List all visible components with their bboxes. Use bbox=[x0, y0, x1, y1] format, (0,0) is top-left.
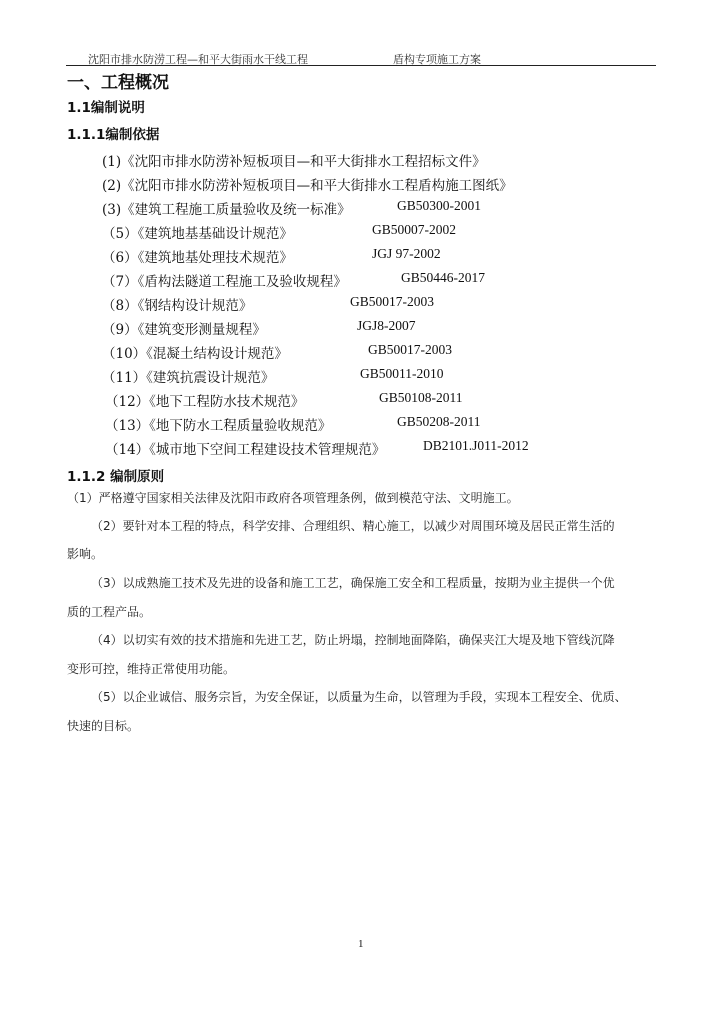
principle-paragraph bbox=[67, 683, 657, 711]
reference-code: GB50208-2011 bbox=[397, 414, 481, 429]
reference-label: （10）《混凝土结构设计规范》 bbox=[102, 346, 288, 362]
reference-label: （6）《建筑地基处理技术规范》 bbox=[102, 250, 293, 266]
principle-line: （1）严格遵守国家相关法律及沈阳市政府各项管理条例，做到模范守法、文明施工。 bbox=[67, 491, 519, 505]
reference-code: GB50007-2002 bbox=[372, 222, 456, 237]
principle-line: （2）要针对本工程的特点，科学安排、合理组织、精心施工，以减少对周围环境及居民正常生活的 bbox=[91, 519, 615, 533]
reference-label: （11）《建筑抗震设计规范》 bbox=[102, 370, 275, 386]
reference-code: DB2101.J011-2012 bbox=[423, 438, 529, 453]
reference-label: (3)《建筑工程施工质量验收及统一标准》 bbox=[102, 202, 351, 218]
subsection-title-1-1-2: 1.1.2 编制原则 bbox=[67, 469, 165, 485]
principle-line: 影响。 bbox=[67, 547, 104, 561]
reference-label: （12）《地下工程防水技术规范》 bbox=[105, 394, 305, 410]
principle-paragraph bbox=[67, 484, 657, 512]
reference-label: （14）《城市地下空间工程建设技术管理规范》 bbox=[105, 442, 386, 458]
reference-label: （7）《盾构法隧道工程施工及验收规程》 bbox=[102, 274, 347, 290]
reference-code: GB50300-2001 bbox=[397, 198, 481, 213]
principle-line: 变形可控，维持正常使用功能。 bbox=[67, 662, 236, 676]
reference-code: GB50011-2010 bbox=[360, 366, 444, 381]
principle-paragraph bbox=[67, 569, 657, 597]
reference-code: GB50017-2003 bbox=[350, 294, 434, 309]
section-title: 一、工程概况 bbox=[67, 73, 169, 93]
reference-label: （13）《地下防水工程质量验收规范》 bbox=[105, 418, 332, 434]
header-project-title: 沈阳市排水防涝工程—和平大街雨水干线工程 bbox=[88, 53, 308, 66]
reference-code: JGJ8-2007 bbox=[357, 318, 416, 333]
principle-line: 质的工程产品。 bbox=[67, 605, 152, 619]
subsection-title-1-1-1: 1.1.1编制依据 bbox=[67, 127, 160, 143]
principle-paragraph bbox=[67, 626, 657, 654]
principle-paragraph-continuation bbox=[67, 712, 657, 740]
principle-paragraph-continuation bbox=[67, 598, 657, 626]
reference-code: GB50108-2011 bbox=[379, 390, 463, 405]
principle-paragraph-continuation bbox=[67, 540, 657, 568]
principle-line: （5）以企业诚信、服务宗旨，为安全保证，以质量为生命，以管理为手段，实现本工程安全、优质、 bbox=[91, 690, 627, 704]
reference-code: GB50446-2017 bbox=[401, 270, 485, 285]
principle-paragraph-continuation bbox=[67, 655, 657, 683]
principle-line: 快速的目标。 bbox=[67, 719, 140, 733]
header-doc-title: 盾构专项施工方案 bbox=[393, 53, 481, 66]
principle-paragraph bbox=[67, 512, 657, 540]
subsection-title-1-1: 1.1编制说明 bbox=[67, 100, 145, 116]
principle-line: （3）以成熟施工技术及先进的设备和施工工艺，确保施工安全和工程质量，按期为业主提供一个优 bbox=[91, 576, 615, 590]
reference-label: （8）《钢结构设计规范》 bbox=[102, 298, 253, 314]
page-number: 1 bbox=[358, 938, 364, 950]
reference-code: JGJ 97-2002 bbox=[372, 246, 441, 261]
reference-label: (2)《沈阳市排水防涝补短板项目—和平大街排水工程盾构施工图纸》 bbox=[102, 178, 513, 194]
reference-label: （9）《建筑变形测量规程》 bbox=[102, 322, 266, 338]
principle-line: （4）以切实有效的技术措施和先进工艺，防止坍塌，控制地面降陷，确保夹江大堤及地下管线沉降 bbox=[91, 633, 615, 647]
reference-code: GB50017-2003 bbox=[368, 342, 452, 357]
reference-label: (1)《沈阳市排水防涝补短板项目—和平大街排水工程招标文件》 bbox=[102, 154, 486, 170]
header-rule bbox=[66, 65, 656, 66]
reference-label: （5）《建筑地基基础设计规范》 bbox=[102, 226, 293, 242]
